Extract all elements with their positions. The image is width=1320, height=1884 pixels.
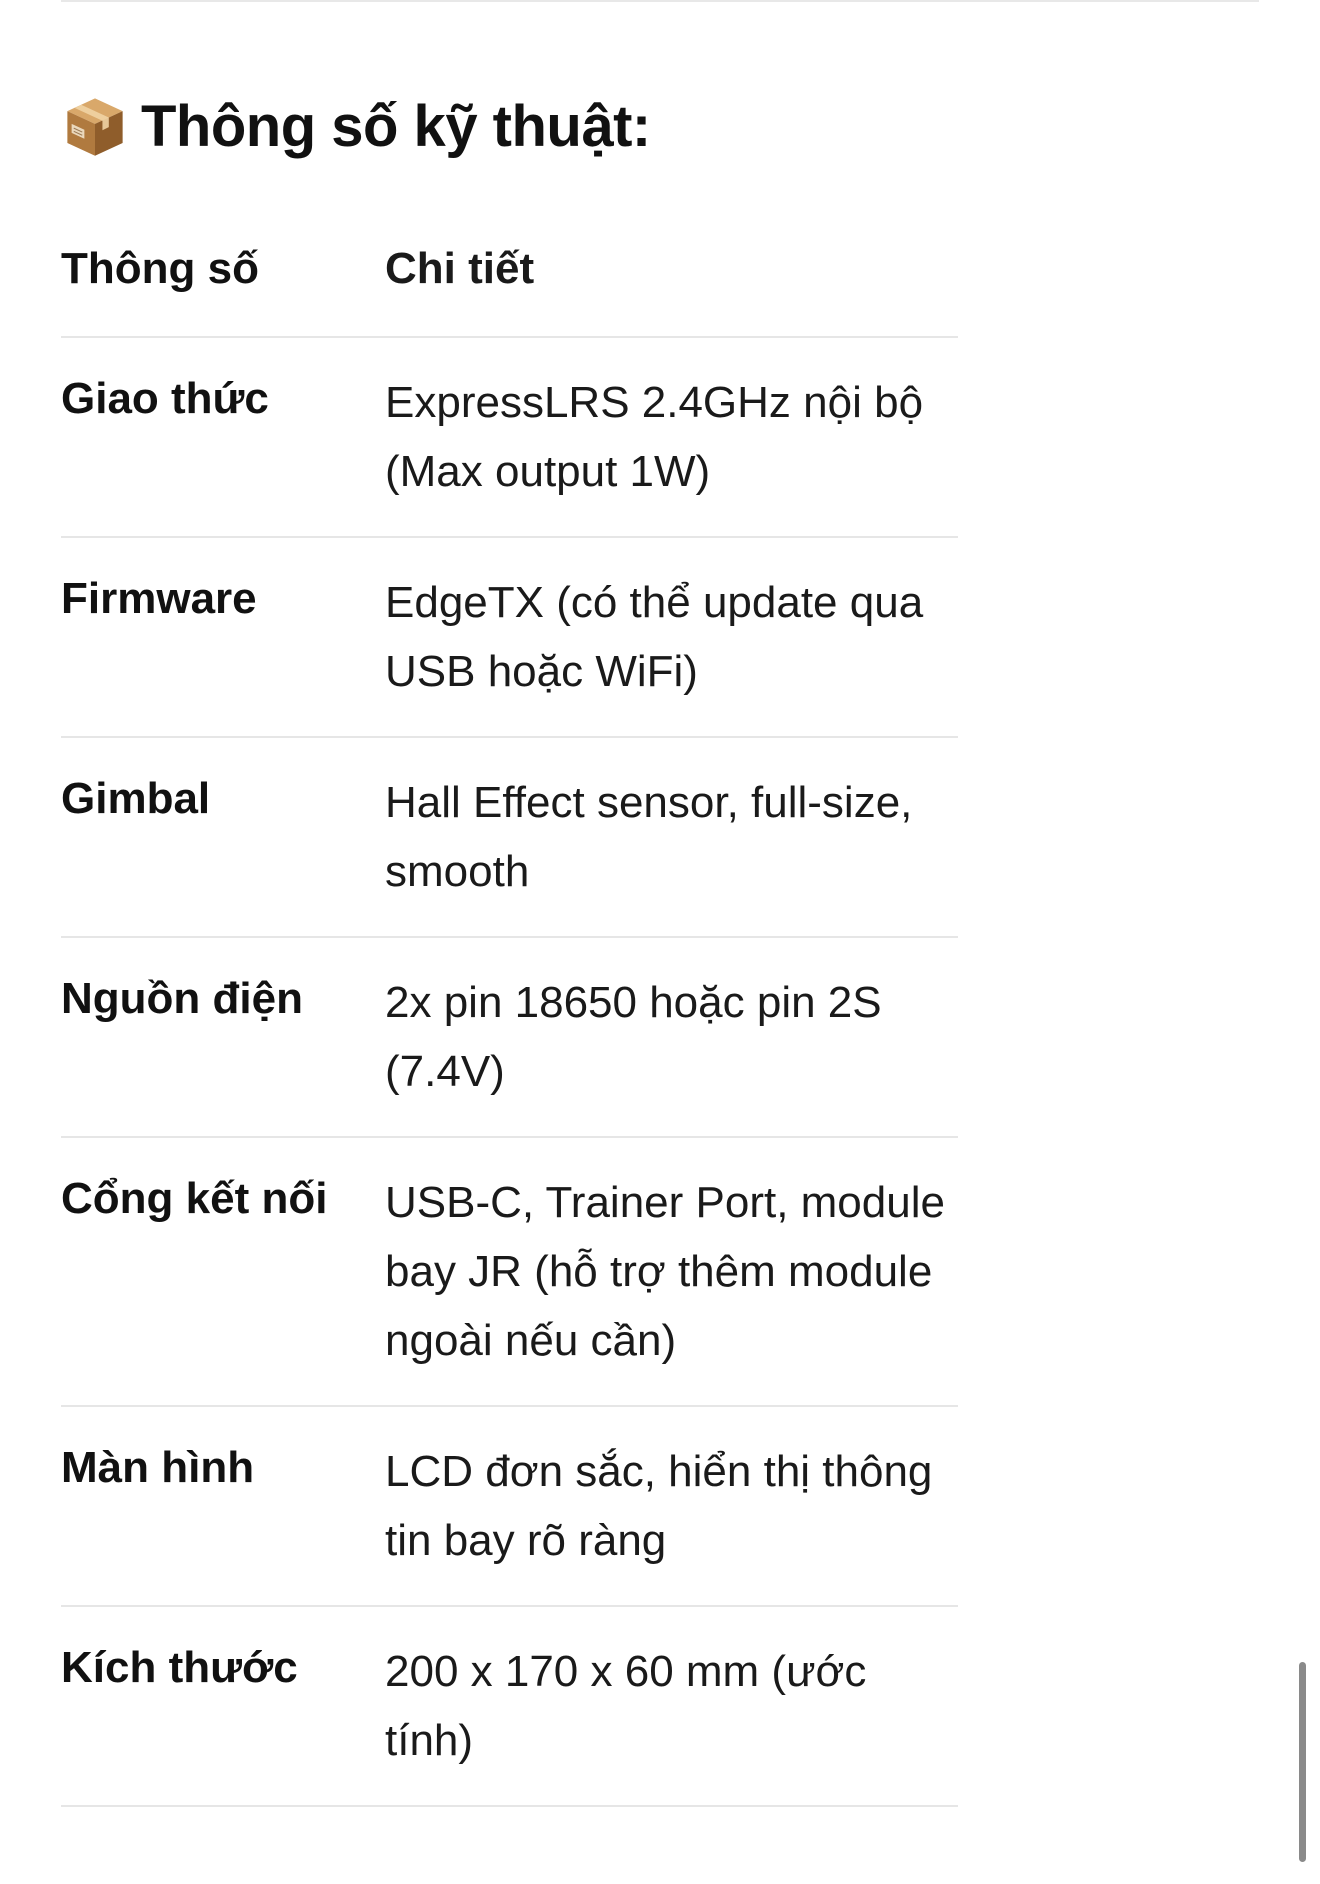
top-divider bbox=[61, 0, 1259, 2]
row-value: LCD đơn sắc, hiển thị thông tin bay rõ ràng bbox=[385, 1447, 933, 1565]
row-value: 200 x 170 x 60 mm (ước tính) bbox=[385, 1647, 867, 1765]
table-row bbox=[61, 1407, 958, 1607]
row-key: Cổng kết nối bbox=[61, 1174, 328, 1223]
row-value: EdgeTX (có thể update qua USB hoặc WiFi) bbox=[385, 578, 924, 696]
table-row bbox=[61, 938, 958, 1138]
row-key: Firmware bbox=[61, 574, 257, 623]
vertical-scrollbar[interactable] bbox=[1299, 1662, 1306, 1862]
row-key: Kích thước bbox=[61, 1643, 298, 1692]
row-value: ExpressLRS 2.4GHz nội bộ (Max output 1W) bbox=[385, 378, 924, 496]
row-key: Gimbal bbox=[61, 774, 211, 823]
row-key: Nguồn điện bbox=[61, 974, 303, 1023]
package-box-icon bbox=[61, 92, 129, 160]
row-value: USB-C, Trainer Port, module bay JR (hỗ trợ thêm module ngoài nếu cần) bbox=[385, 1178, 945, 1365]
row-key: Giao thức bbox=[61, 374, 269, 423]
section-title: Thông số kỹ thuật: bbox=[141, 93, 651, 159]
row-value: Hall Effect sensor, full-size, smooth bbox=[385, 778, 913, 896]
row-value: 2x pin 18650 hoặc pin 2S (7.4V) bbox=[385, 978, 882, 1096]
table-header-value: Chi tiết bbox=[385, 244, 535, 293]
table-row bbox=[61, 338, 958, 538]
table-row bbox=[61, 1138, 958, 1407]
table-row bbox=[61, 738, 958, 938]
table-row bbox=[61, 1607, 958, 1807]
table-header-key: Thông số bbox=[61, 244, 259, 293]
spec-table bbox=[61, 225, 958, 1807]
section-heading bbox=[61, 84, 651, 168]
row-key: Màn hình bbox=[61, 1443, 255, 1492]
table-row bbox=[61, 538, 958, 738]
table-header-row bbox=[61, 225, 958, 338]
